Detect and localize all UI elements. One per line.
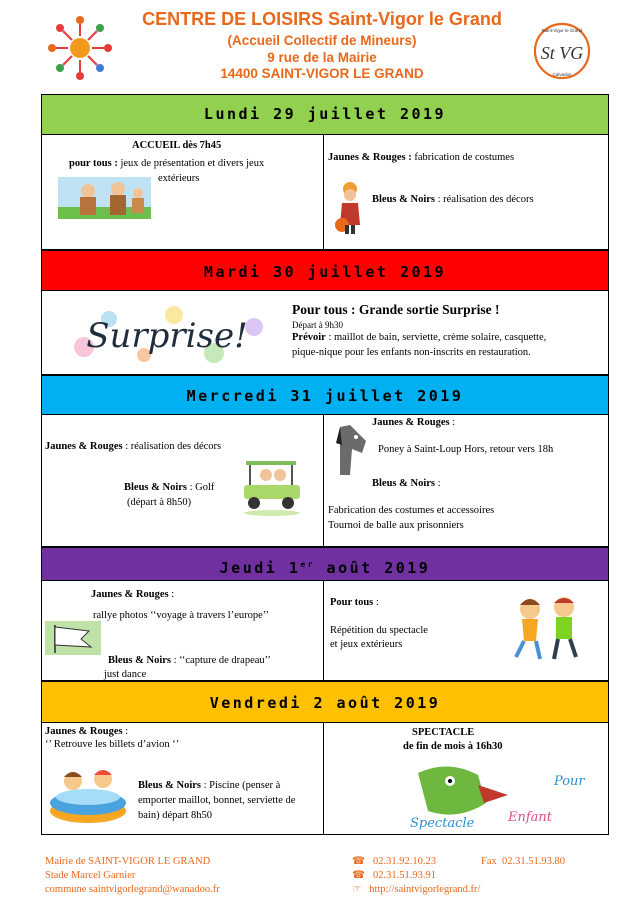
town-logo-ring-text: Saint-Vigor le Grand bbox=[541, 28, 583, 33]
phone-icon: ☎ bbox=[352, 870, 366, 881]
mardi-depart: Départ à 9h30 bbox=[292, 320, 343, 330]
day-title: Vendredi 2 août 2019 bbox=[209, 694, 441, 712]
jeudi-repetition: Répétition du spectacle bbox=[330, 625, 428, 636]
flag-image bbox=[45, 621, 101, 655]
mercredi-jaunes-rouges: Jaunes & Rouges : réalisation des décors bbox=[45, 441, 222, 452]
day-title: Lundi 29 juillet 2019 bbox=[203, 105, 447, 123]
mardi-prevoir-line2: pique-nique pour les enfants non-inscrits en restauration. bbox=[292, 347, 531, 358]
page-title: CENTRE DE LOISIRS Saint-Vigor le Grand bbox=[142, 9, 502, 29]
lundi-pour-tous: pour tous : jeux de présentation et divers jeux bbox=[69, 158, 265, 169]
day-header-lundi bbox=[41, 94, 609, 135]
costume-child-image bbox=[334, 179, 366, 235]
surprise-image-text: Surprise! bbox=[86, 316, 248, 356]
footer-phone-2: ☎ 02.31.51.93.91 bbox=[352, 870, 436, 881]
lundi-jaunes-rouges: Jaunes & Rouges : fabrication de costumes bbox=[328, 152, 515, 163]
kids-sack-race-image bbox=[58, 177, 151, 219]
page-subtitle: (Accueil Collectif de Mineurs) bbox=[227, 33, 417, 48]
day-title: Mercredi 31 juillet 2019 bbox=[186, 387, 464, 405]
pool-kids-image bbox=[47, 761, 129, 825]
day-row-vendredi bbox=[41, 723, 609, 835]
happy-kids-image bbox=[508, 595, 588, 667]
mardi-pour-tous: Pour tous : Grande sortie Surprise ! bbox=[292, 302, 500, 317]
town-logo bbox=[530, 19, 594, 83]
footer-phone-1: ☎ 02.31.92.10.23 bbox=[352, 856, 436, 867]
footer-email[interactable]: commune saintvigorlegrand@wanadoo.fr bbox=[45, 884, 220, 895]
jeudi-rallye: rallye photos ‘‘voyage à travers l’europe’’ bbox=[93, 610, 269, 621]
spectacle-art-image bbox=[358, 755, 588, 833]
footer-website[interactable]: ☞ http://saintvigorlegrand.fr/ bbox=[352, 884, 481, 895]
spectacle-art-word-3: Pour bbox=[554, 774, 585, 789]
day-title: Jeudi 1er août 2019 bbox=[219, 559, 431, 577]
day-row-mercredi bbox=[41, 415, 609, 547]
mercredi-r-tournoi: Tournoi de balle aux prisonniers bbox=[328, 520, 464, 531]
surprise-image bbox=[64, 305, 270, 365]
jeudi-bleus-noirs: Bleus & Noirs : ‘‘capture de drapeau’’ bbox=[108, 655, 271, 666]
vendredi-bleus-noirs-line3: bain) départ 8h50 bbox=[138, 810, 213, 821]
vendredi-jaunes-rouges: Jaunes & Rouges : bbox=[45, 726, 129, 737]
pony-image bbox=[332, 423, 370, 481]
jeudi-just-dance: just dance bbox=[104, 669, 147, 680]
spectacle-art-word-1: Spectacle bbox=[410, 816, 475, 831]
phone-icon: ☎ bbox=[352, 856, 366, 867]
day-header-jeudi bbox=[41, 547, 609, 581]
vendredi-bleus-noirs: Bleus & Noirs : Piscine (penser à bbox=[138, 780, 281, 791]
mercredi-bleus-noirs-line2: (départ à 8h50) bbox=[127, 497, 192, 508]
day-header-mardi bbox=[41, 250, 609, 291]
mercredi-r-jaunes-rouges: Jaunes & Rouges : bbox=[372, 417, 456, 428]
spectacle-title: SPECTACLE bbox=[412, 727, 475, 738]
vendredi-billets: ‘’ Retrouve les billets d’avion ‘’ bbox=[45, 739, 180, 750]
town-logo-bottom-text: Calvados bbox=[552, 72, 572, 77]
day-header-vendredi bbox=[41, 681, 609, 723]
day-header-mercredi bbox=[41, 375, 609, 415]
footer-fax: Fax 02.31.51.93.80 bbox=[481, 856, 565, 867]
footer-stade: Stade Marcel Garnier bbox=[45, 870, 136, 881]
mercredi-r-bleus-noirs: Bleus & Noirs : bbox=[372, 478, 441, 489]
town-logo-monogram: St VG bbox=[540, 43, 584, 63]
mercredi-r-poney: Poney à Saint-Loup Hors, retour vers 18h bbox=[378, 444, 554, 455]
lundi-pour-tous-line2: extérieurs bbox=[158, 173, 200, 184]
vendredi-bleus-noirs-line2: emporter maillot, bonnet, serviette de bbox=[138, 795, 296, 806]
accueil-title: ACCUEIL dès 7h45 bbox=[132, 140, 222, 151]
day-row-mardi bbox=[41, 291, 609, 375]
day-row-lundi bbox=[41, 135, 609, 250]
mardi-prevoir: Prévoir : maillot de bain, serviette, crème solaire, casquette, bbox=[292, 332, 547, 343]
jeudi-jeux: et jeux extérieurs bbox=[330, 639, 403, 650]
address-line-2: 14400 SAINT-VIGOR LE GRAND bbox=[220, 66, 424, 81]
lundi-bleus-noirs: Bleus & Noirs : réalisation des décors bbox=[372, 194, 534, 205]
mercredi-r-fabrication: Fabrication des costumes et accessoires bbox=[328, 505, 495, 516]
spectacle-art-word-2: Enfant bbox=[508, 810, 553, 825]
mercredi-bleus-noirs: Bleus & Noirs : Golf bbox=[124, 482, 215, 493]
day-title: Mardi 30 juillet 2019 bbox=[203, 263, 447, 281]
address-line-1: 9 rue de la Mairie bbox=[267, 50, 377, 65]
footer-mairie: Mairie de SAINT-VIGOR LE GRAND bbox=[45, 856, 211, 867]
day-row-jeudi bbox=[41, 581, 609, 681]
pointer-hand-icon: ☞ bbox=[352, 884, 362, 895]
golf-cart-image bbox=[238, 455, 306, 517]
jeudi-jaunes-rouges: Jaunes & Rouges : bbox=[91, 589, 175, 600]
spectacle-subtitle: de fin de mois à 16h30 bbox=[403, 741, 503, 752]
jeudi-pour-tous: Pour tous : bbox=[330, 597, 379, 608]
